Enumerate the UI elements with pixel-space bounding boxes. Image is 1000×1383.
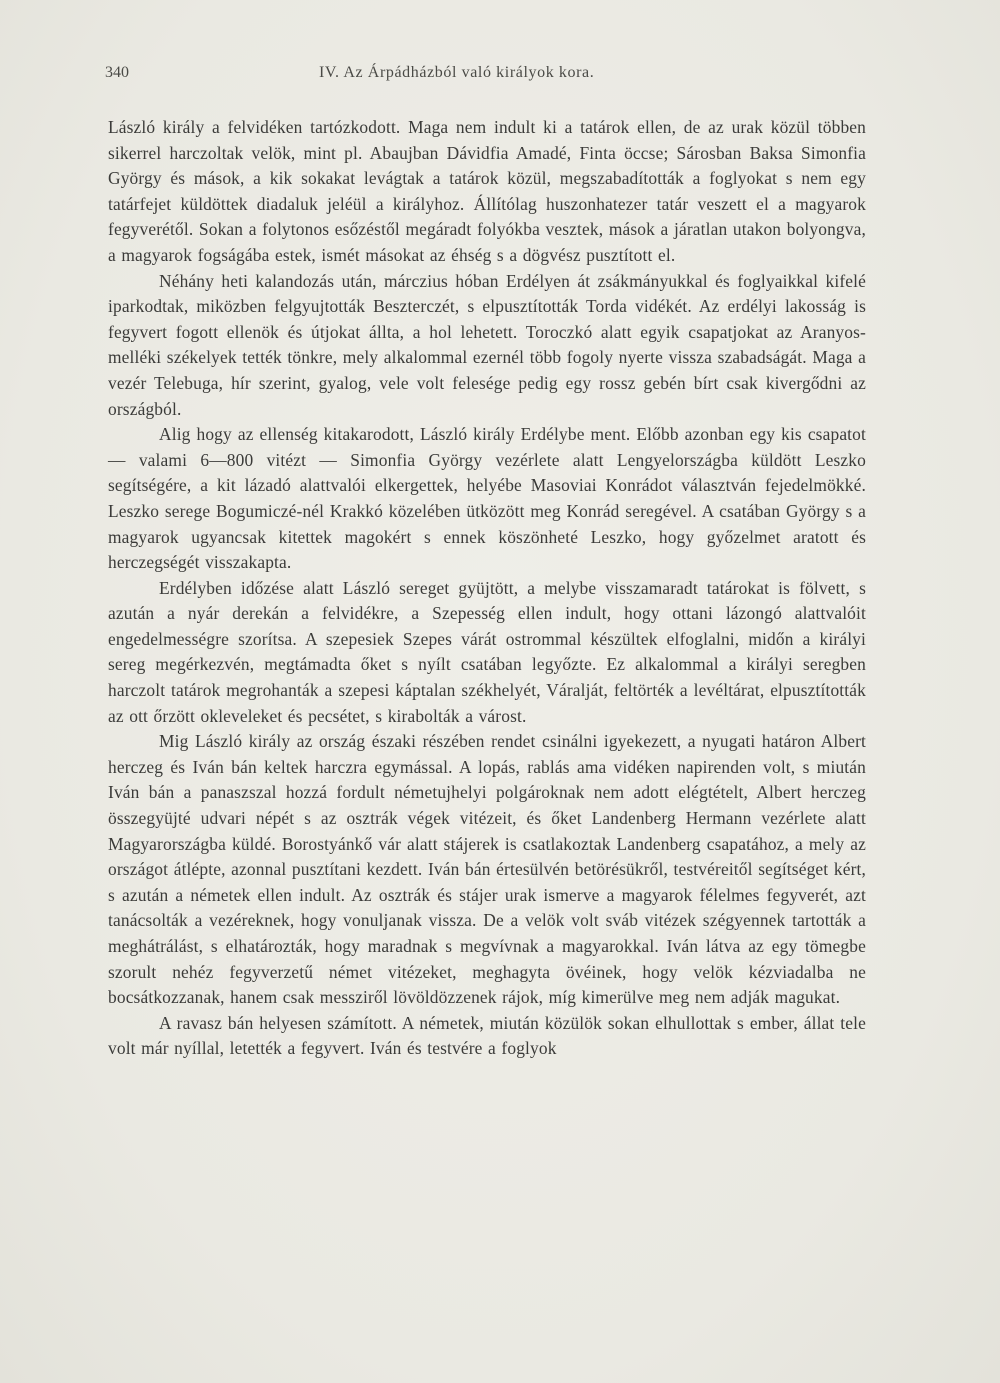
paragraph: Alig hogy az ellenség kitakarodott, László király Erdélybe ment. Előbb azonban egy kis csapatot — valami 6—800 vitézt — Simonfia György vezérlete alatt Lengyelországba küldött Leszko segítségére, a kit lázadó alattvalói elkergettek, helyébe Masoviai Konrádot választván fejedelmökké. Leszko serege Bogumiczé-nél Krakkó közelében ütközött meg Konrád seregével. A csatában György s a magyarok ugyancsak kitettek magokért s ennek köszönheté Leszko, hogy győzelmet aratott és herczegségét visszakapta.: [108, 424, 866, 573]
paragraph: László király a felvidéken tartózkodott. Maga nem indult ki a tatárok ellen, de az urak közül többen sikerrel harczoltak velök, mint pl. Abaujban Dávidfia Amadé, Finta öccse; Sárosban Baksa Simonfia György és mások, a kik sokakat levágtak a tatárok közül, megszabadították a foglyokat s nem egy tatárfejet küldöttek diadaluk jeléül a királyhoz. Állítólag huszonhatezer tatár veszett el a magyarok fegyverétől. Sokan a folytonos esőzéstől megáradt folyókba vesztek, mások a járatlan utakon bolyongva, a magyarok fogságába estek, ismét másokat az éhség s a dögvész pusztított el.: [108, 117, 866, 265]
body-text: [108, 115, 866, 1062]
page-number: 340: [105, 64, 129, 81]
paragraph: A ravasz bán helyesen számított. A németek, miután közülök sokan elhullottak s ember, állat tele volt már nyíllal, letették a fegyvert. Iván és testvére a foglyok: [108, 1012, 866, 1059]
running-title: IV. Az Árpádházból való királyok kora.: [319, 64, 595, 81]
paragraph: Mig László király az ország északi részében rendet csinálni igyekezett, a nyugati határon Albert herczeg és Iván bán keltek harczra egymással. A lopás, rablás ama vidéken napirenden volt, s miután Iván bán a panaszszal hozzá fordult németujhelyi polgároknak nem adott elégtételt, Albert herczeg összegyüjté udvari népét s az osztrák végek vitézeit, és őket Landenberg Hermann vezérlete alatt Magyarországba küldé. Borostyánkő vár alatt stájerek is csatlakoztak Landenberg csapatához, a mely az országot átlépte, azonnal pusztítani kezdett. Iván bán értesülvén betörésükről, testvéreitől segítséget kért, s azután a németek ellen indult. Az osztrák és stájer urak ismerve a magyarok félelmes fegyverét, azt tanácsolták a vezéreknek, hogy vonuljanak vissza. De a velök volt sváb vitézek szégyennek tartották a meghátrálást, s elhatározták, hogy maradnak s megvívnak a magyarokkal. Iván látva az egy tömegbe szorult nehéz fegyverzetű német vitézeket, meghagyta övéinek, hogy velök kézviadalba ne bocsátkozzanak, hanem csak messziről lövöldözzenek rájok, míg kimerülve meg nem adják magukat.: [108, 731, 866, 1008]
paragraph: Néhány heti kalandozás után, márczius hóban Erdélyen át zsákmányukkal és foglyaikkal kifelé iparkodtak, miközben felgyujtották Beszterczét, s elpusztították Torda vidékét. Az erdélyi lakosság is fegyvert fogott ellenök és útjokat állta, a hol lehetett. Toroczkó alatt egyik csapatjokat az Aranyos-melléki székelyek tették tönkre, mely alkalommal ezernél több fogoly nyerte vissza szabadságát. Maga a vezér Telebuga, hír szerint, gyalog, vele volt felesége pedig egy rossz gebén bírt csak kivergődni az országból.: [108, 270, 866, 419]
paragraph: Erdélyben időzése alatt László sereget gyüjtött, a melybe visszamaradt tatárokat is fölvett, s azután a nyár derekán a felvidékre, a Szepesség ellen indult, hogy ottani lázongó alattvalóit engedelmességre szorítsa. A szepesiek Szepes várát ostrommal készültek elfoglalni, midőn a királyi sereg megérkezvén, megtámadta őket s nyílt csatában legyőzte. Ez alkalommal a királyi seregben harczolt tatárok megrohanták a szepesi káptalan székhelyét, Váralját, feltörték a levéltárat, elpusztították az ott őrzött okleveleket és pecsétet, s kirabolták a várost.: [108, 577, 866, 726]
page-header: [105, 64, 865, 88]
